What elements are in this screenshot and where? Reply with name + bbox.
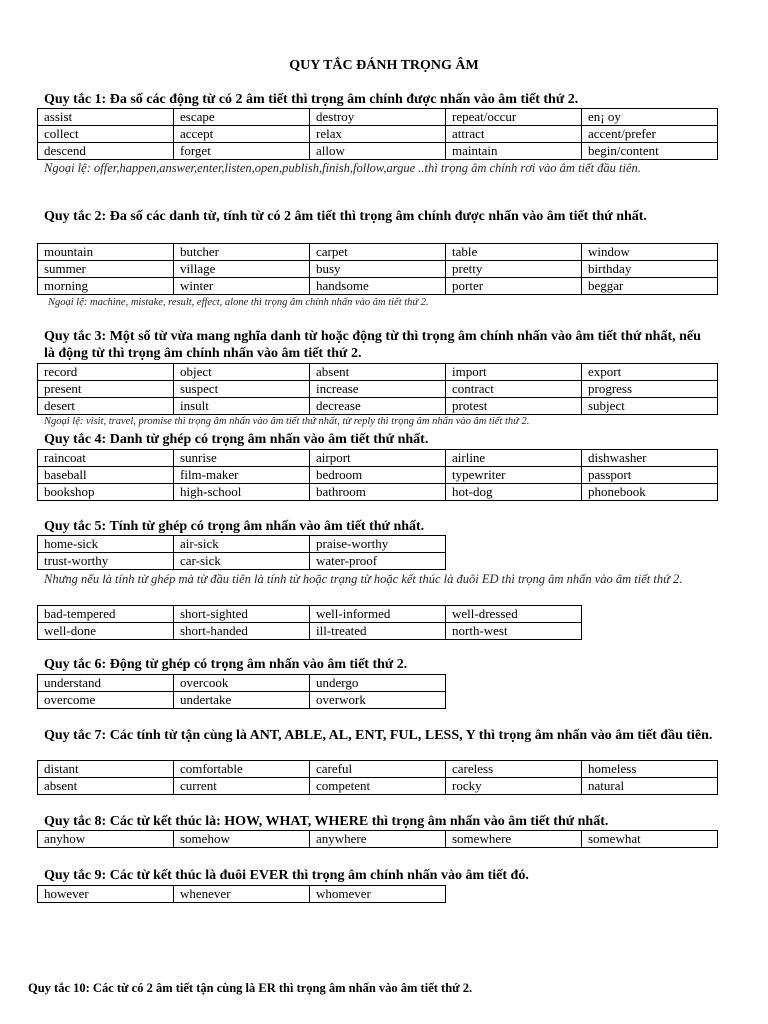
table-cell: understand (38, 675, 174, 692)
table-cell: film-maker (174, 467, 310, 484)
table-cell: village (174, 261, 310, 278)
table-cell: current (174, 778, 310, 795)
table-cell: protest (446, 398, 582, 415)
table-cell: north-west (446, 623, 582, 640)
table-cell: record (38, 364, 174, 381)
table-row (38, 692, 446, 709)
table-cell: careless (446, 761, 582, 778)
table-cell: water-proof (310, 553, 446, 570)
table-cell: window (582, 244, 718, 261)
table-cell: anyhow (38, 831, 174, 848)
rule-7-heading: Quy tắc 7: Các tính từ tận cùng là ANT, ABLE, AL, ENT, FUL, LESS, Y thì trọng âm nhấn vào âm tiết đầu tiên. (44, 728, 713, 743)
table-cell: overcook (174, 675, 310, 692)
table-cell: careful (310, 761, 446, 778)
table-cell: table (446, 244, 582, 261)
table-cell: relax (310, 126, 446, 143)
rule-4-table (37, 449, 718, 501)
table-cell: present (38, 381, 174, 398)
table-cell: passport (582, 467, 718, 484)
table-cell: mountain (38, 244, 174, 261)
table-cell: bookshop (38, 484, 174, 501)
table-row (38, 761, 718, 778)
table-cell: airport (310, 450, 446, 467)
table-cell: porter (446, 278, 582, 295)
table-cell: object (174, 364, 310, 381)
table-cell: desert (38, 398, 174, 415)
table-row (38, 143, 718, 160)
rule-10-heading: Quy tắc 10: Các từ có 2 âm tiết tận cùng là ER thì trọng âm nhấn vào âm tiết thứ 2. (28, 981, 473, 995)
table-row (38, 831, 718, 848)
table-row (38, 675, 446, 692)
table-cell: well-done (38, 623, 174, 640)
rule-7-table (37, 760, 718, 795)
table-cell: undergo (310, 675, 446, 692)
rule-1-heading: Quy tắc 1: Đa số các động từ có 2 âm tiết thì trọng âm chính được nhấn vào âm tiết thứ 2. (44, 92, 579, 107)
table-row (38, 244, 718, 261)
rule-1-note: Ngoại lệ: offer,happen,answer,enter,listen,open,publish,finish,follow,argue ..thì trọng âm chính rơi vào âm tiết đầu tiên. (44, 161, 641, 175)
rule-5-table-2 (37, 605, 582, 640)
table-cell: handsome (310, 278, 446, 295)
table-cell: trust-worthy (38, 553, 174, 570)
table-row (38, 553, 446, 570)
table-cell: absent (310, 364, 446, 381)
table-cell: comfortable (174, 761, 310, 778)
table-cell: repeat/occur (446, 109, 582, 126)
table-row (38, 126, 718, 143)
table-cell: subject (582, 398, 718, 415)
table-cell: high-school (174, 484, 310, 501)
table-cell: escape (174, 109, 310, 126)
table-row (38, 450, 718, 467)
table-cell: export (582, 364, 718, 381)
rule-5-note: Nhưng nếu là tính từ ghép mà từ đầu tiên là tính từ hoặc trạng từ hoặc kết thúc là đuôi ED thì trọng âm nhấn vào âm tiết thứ 2. (44, 572, 683, 586)
table-row (38, 109, 718, 126)
table-cell: hot-dog (446, 484, 582, 501)
table-cell: insult (174, 398, 310, 415)
table-cell: well-dressed (446, 606, 582, 623)
table-cell: distant (38, 761, 174, 778)
table-cell: birthday (582, 261, 718, 278)
table-row (38, 278, 718, 295)
table-cell: whenever (174, 886, 310, 903)
table-cell: somehow (174, 831, 310, 848)
table-cell: attract (446, 126, 582, 143)
rule-2-table (37, 243, 718, 295)
table-cell: bathroom (310, 484, 446, 501)
table-cell: import (446, 364, 582, 381)
table-cell: car-sick (174, 553, 310, 570)
table-row (38, 778, 718, 795)
table-cell: absent (38, 778, 174, 795)
table-cell: carpet (310, 244, 446, 261)
table-cell: contract (446, 381, 582, 398)
table-cell: whomever (310, 886, 446, 903)
table-cell: short-handed (174, 623, 310, 640)
table-cell: typewriter (446, 467, 582, 484)
table-cell: anywhere (310, 831, 446, 848)
rule-3-table (37, 363, 718, 415)
table-cell: forget (174, 143, 310, 160)
table-cell: raincoat (38, 450, 174, 467)
rule-6-table (37, 674, 446, 709)
page-title: QUY TẮC ĐÁNH TRỌNG ÂM (289, 58, 479, 73)
table-cell: undertake (174, 692, 310, 709)
table-cell: well-informed (310, 606, 446, 623)
table-cell: decrease (310, 398, 446, 415)
table-cell: maintain (446, 143, 582, 160)
table-cell: air-sick (174, 536, 310, 553)
table-cell: allow (310, 143, 446, 160)
rule-8-heading: Quy tắc 8: Các từ kết thúc là: HOW, WHAT, WHERE thì trọng âm nhấn vào âm tiết thứ nhất. (44, 814, 609, 829)
table-row (38, 381, 718, 398)
table-cell: pretty (446, 261, 582, 278)
table-cell: overwork (310, 692, 446, 709)
table-cell: busy (310, 261, 446, 278)
table-cell: descend (38, 143, 174, 160)
table-cell: bedroom (310, 467, 446, 484)
table-row (38, 886, 446, 903)
table-cell: overcome (38, 692, 174, 709)
rule-2-heading: Quy tắc 2: Đa số các danh từ, tính từ có 2 âm tiết thì trọng âm chính được nhấn vào âm tiết thứ nhất. (44, 209, 647, 224)
table-cell: suspect (174, 381, 310, 398)
rule-1-table (37, 108, 718, 160)
table-row (38, 484, 718, 501)
table-cell: beggar (582, 278, 718, 295)
table-cell: winter (174, 278, 310, 295)
table-cell: butcher (174, 244, 310, 261)
rule-6-heading: Quy tắc 6: Động từ ghép có trọng âm nhấn vào âm tiết thứ 2. (44, 657, 408, 672)
table-cell: rocky (446, 778, 582, 795)
table-cell: begin/content (582, 143, 718, 160)
table-cell: progress (582, 381, 718, 398)
table-cell: short-sighted (174, 606, 310, 623)
table-cell: ill-treated (310, 623, 446, 640)
rule-9-table (37, 885, 446, 903)
table-row (38, 623, 582, 640)
table-row (38, 467, 718, 484)
table-cell: assist (38, 109, 174, 126)
table-cell: increase (310, 381, 446, 398)
table-cell: airline (446, 450, 582, 467)
table-cell: home-sick (38, 536, 174, 553)
rule-5-table (37, 535, 446, 570)
rule-2-note: Ngoại lệ: machine, mistake, result, effect, alone thì trọng âm chính nhấn vào âm tiết thứ 2. (48, 297, 429, 308)
rule-5-heading: Quy tắc 5: Tính từ ghép có trọng âm nhấn vào âm tiết thứ nhất. (44, 519, 425, 534)
table-cell: accept (174, 126, 310, 143)
table-row (38, 261, 718, 278)
table-cell: summer (38, 261, 174, 278)
table-cell: bad-tempered (38, 606, 174, 623)
table-cell: en¡ oy (582, 109, 718, 126)
table-cell: accent/prefer (582, 126, 718, 143)
table-cell: competent (310, 778, 446, 795)
table-cell: phonebook (582, 484, 718, 501)
table-cell: homeless (582, 761, 718, 778)
rule-9-heading: Quy tắc 9: Các từ kết thúc là đuôi EVER thì trọng âm chính nhấn vào âm tiết đó. (44, 868, 529, 883)
rule-3-heading: Quy tắc 3: Một số từ vừa mang nghĩa danh từ hoặc động từ thì trọng âm chính nhấn vào âm tiết thứ nhất, nếu là động từ thì trọng âm chính nhấn vào âm tiết thứ 2. (44, 329, 701, 361)
table-cell: destroy (310, 109, 446, 126)
table-cell: however (38, 886, 174, 903)
table-row (38, 398, 718, 415)
table-row (38, 364, 718, 381)
rule-8-table (37, 830, 718, 848)
table-cell: somewhere (446, 831, 582, 848)
table-cell: collect (38, 126, 174, 143)
table-cell: sunrise (174, 450, 310, 467)
table-cell: baseball (38, 467, 174, 484)
table-cell: somewhat (582, 831, 718, 848)
table-cell: morning (38, 278, 174, 295)
table-cell: natural (582, 778, 718, 795)
table-row (38, 606, 582, 623)
rule-4-heading: Quy tắc 4: Danh từ ghép có trọng âm nhấn vào âm tiết thứ nhất. (44, 432, 429, 447)
rule-3-note: Ngoại lệ: visit, travel, promise thì trọng âm nhấn vào âm tiết thứ nhất, từ reply thì trọng âm nhấn vào âm tiết thứ 2. (44, 416, 530, 427)
table-row (38, 536, 446, 553)
table-cell: praise-worthy (310, 536, 446, 553)
table-cell: dishwasher (582, 450, 718, 467)
